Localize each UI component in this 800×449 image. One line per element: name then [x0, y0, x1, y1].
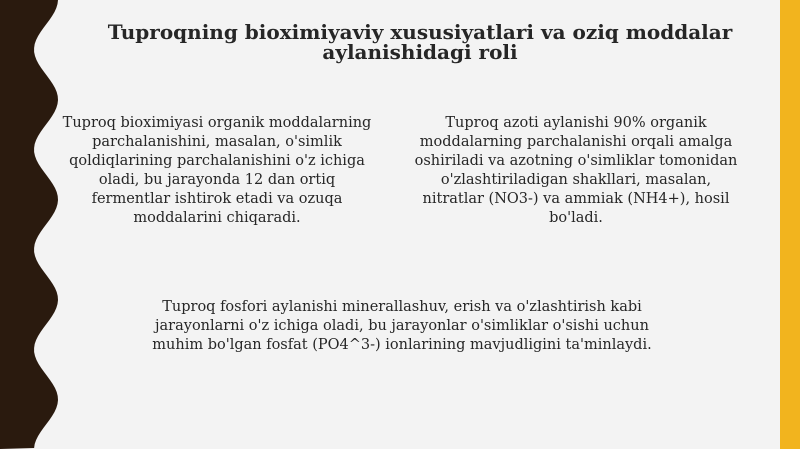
- paragraph-biochemistry: Tuproq bioximiyasi organik moddalarning parchalanishini, masalan, o'simlik qoldiqlarining parchalanishini o'z ichiga oladi, bu jarayonda 12 dan ortiq fermentlar ishtirok etadi va ozuqa moddalarini chiqaradi.: [62, 115, 372, 226]
- paragraph-nitrogen-cycle: Tuproq azoti aylanishi 90% organik moddalarning parchalanishi orqali amalga oshiriladi va azotning o'simliklar tomonidan o'zlashtiriladigan shakllari, masalan, nitratlar (NO3-) va ammiak (NH4+), hosil bo'ladi.: [414, 115, 738, 226]
- right-accent-band: [780, 0, 800, 449]
- slide-title: Tuproqning bioximiyaviy xususiyatlari va oziq moddalar aylanishidagi roli: [107, 20, 733, 64]
- paragraph-phosphorus-cycle: Tuproq fosfori aylanishi minerallashuv, erish va o'zlashtirish kabi jarayonlarni o'z ichiga oladi, bu jarayonlar o'simliklar o'sishi uchun muhim bo'lgan fosfat (PO4^3-) ionlarining mavjudligini ta'minlaydi.: [152, 299, 652, 353]
